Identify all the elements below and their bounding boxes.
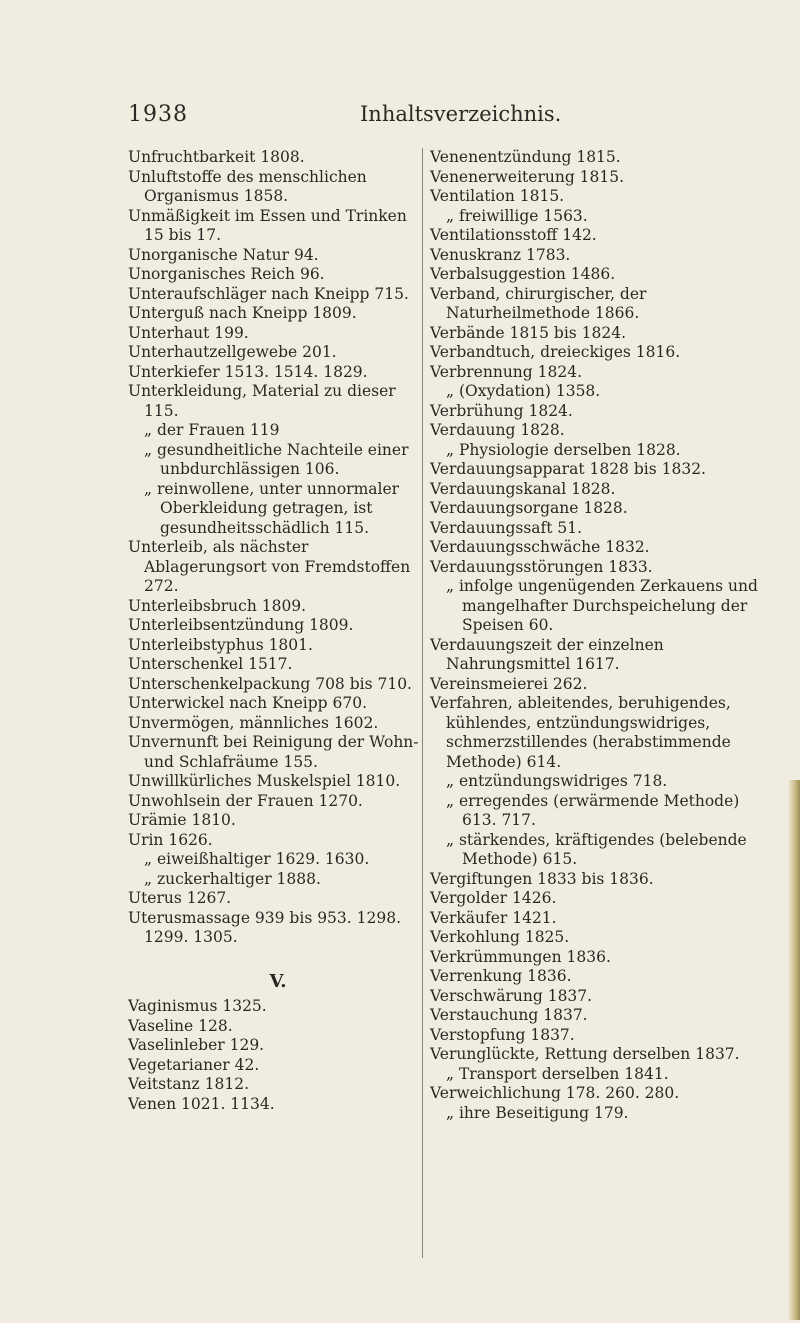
index-entry: Verunglückte, Rettung derselben 1837. [430, 1045, 740, 1063]
index-entry: Unterhautzellgewebe 201. [128, 343, 337, 361]
index-entry: Uterus 1267. [128, 889, 232, 907]
running-title: Inhaltsverzeichnis. [360, 102, 562, 126]
index-entry: Vergiftungen 1833 bis 1836. [430, 869, 654, 888]
index-entry: Verband, chirurgischer, der Naturheilmethode 1866. [430, 284, 647, 322]
index-entry: Venenerweiterung 1815. [430, 167, 625, 186]
section-letter: V. [269, 970, 287, 992]
index-entry: Unfruchtbarkeit 1808. [128, 148, 305, 166]
index-entry: Verdauungsorgane 1828. [430, 499, 628, 517]
index-subentry: „ zuckerhaltiger 1888. [144, 869, 321, 888]
index-entry: Verbrühung 1824. [430, 401, 573, 420]
index-entry: Unterschenkelpackung 708 bis 710. [128, 674, 412, 693]
index-entry: Unteraufschläger nach Kneipp 715. [128, 284, 409, 303]
entry-list-u [128, 148, 428, 948]
index-entry: Verkäufer 1421. [430, 908, 557, 927]
index-entry: Unterleib, als nächster Ablagerungsort von Fremdstoffen 272. [128, 538, 411, 595]
index-entry: Verdauungssaft 51. [430, 518, 583, 537]
index-entry: Unwillkürliches Muskelspiel 1810. [128, 772, 401, 790]
index-entry: Verdauungsapparat 1828 bis 1832. [430, 460, 706, 478]
index-subentry: „ Transport derselben 1841. [446, 1064, 669, 1083]
index-entry: Unterleibsbruch 1809. [128, 596, 307, 615]
index-entry: Unterleibstyphus 1801. [128, 635, 313, 654]
index-entry: Verdauungsstörungen 1833. [430, 557, 653, 576]
index-column-left [128, 148, 428, 1114]
column-divider [422, 148, 423, 1258]
index-entry: Vaginismus 1325. [128, 997, 267, 1015]
index-entry: Verbrennung 1824. [430, 362, 583, 381]
index-entry: Unterhaut 199. [128, 323, 249, 342]
index-subentry: „ reinwollene, unter unnormaler Oberkleidung getragen, ist gesundheitsschädlich 115. [144, 479, 400, 537]
index-entry: Verstopfung 1837. [430, 1025, 575, 1044]
index-entry: Verdauungsschwäche 1832. [430, 538, 650, 556]
index-entry: Unmäßigkeit im Essen und Trinken 15 bis 17. [128, 206, 407, 244]
index-entry: Verdauungskanal 1828. [430, 479, 616, 498]
index-entry: Verbandtuch, dreieckiges 1816. [430, 343, 681, 361]
index-entry: Unluftstoffe des menschlichen Organismus 1858. [128, 167, 367, 205]
index-column-right [430, 148, 760, 1123]
index-entry: Unterkiefer 1513. 1514. 1829. [128, 362, 368, 381]
index-entry: Verbände 1815 bis 1824. [430, 323, 627, 342]
index-subentry: „ (Oxydation) 1358. [446, 382, 601, 400]
page-number: 1938 [128, 102, 188, 127]
index-entry: Unterguß nach Kneipp 1809. [128, 304, 357, 322]
index-entry: Vereinsmeierei 262. [430, 674, 588, 693]
index-entry: Urämie 1810. [128, 811, 236, 829]
index-subentry: „ erregendes (erwärmende Methode) 613. 717. [446, 791, 740, 829]
index-subentry: „ gesundheitliche Nachteile einer unbdurchlässigen 106. [144, 440, 409, 478]
page-edge-stain [788, 780, 800, 1320]
index-subentry: „ der Frauen 119 [144, 421, 280, 439]
index-entry: Verfahren, ableitendes, beruhigendes, kühlendes, entzündungswidriges, schmerzstillendes (herabstimmende Methode) 614. [430, 694, 731, 771]
index-entry: Venuskranz 1783. [430, 245, 571, 264]
index-entry: Vegetarianer 42. [128, 1055, 260, 1074]
index-entry: Unterschenkel 1517. [128, 655, 293, 673]
index-entry: Vaselinleber 129. [128, 1036, 265, 1054]
index-subentry: „ ihre Beseitigung 179. [446, 1103, 629, 1122]
index-entry: Unwohlsein der Frauen 1270. [128, 791, 363, 810]
index-entry: Verrenkung 1836. [430, 967, 572, 985]
index-subentry: „ entzündungswidriges 718. [446, 772, 668, 790]
index-entry: Verdauung 1828. [430, 421, 565, 439]
index-subentry: „ eiweißhaltiger 1629. 1630. [144, 850, 370, 868]
index-entry: Verschwärung 1837. [430, 986, 593, 1005]
index-entry: Ventilation 1815. [430, 187, 565, 205]
index-entry: Venen 1021. 1134. [128, 1094, 275, 1113]
index-subentry: „ infolge ungenügenden Zerkauens und mangelhafter Durchspeichelung der Speisen 60. [446, 577, 758, 634]
index-entry: Unterwickel nach Kneipp 670. [128, 694, 368, 712]
index-entry: Verkrümmungen 1836. [430, 947, 611, 966]
index-entry: Veitstanz 1812. [128, 1075, 250, 1093]
index-subentry: „ freiwillige 1563. [446, 206, 588, 225]
index-entry: Verkohlung 1825. [430, 928, 570, 946]
index-entry: Unterkleidung, Material zu dieser 115. [128, 382, 396, 420]
index-entry: Unorganisches Reich 96. [128, 265, 325, 283]
index-entry: Vergolder 1426. [430, 889, 557, 907]
index-entry: Vaseline 128. [128, 1016, 233, 1035]
entry-list-v [128, 997, 428, 1114]
index-entry: Verweichlichung 178. 260. 280. [430, 1084, 680, 1102]
index-entry: Unvermögen, männliches 1602. [128, 713, 379, 732]
index-entry: Unvernunft bei Reinigung der Wohn- und Schlafräume 155. [128, 733, 419, 771]
index-entry: Unorganische Natur 94. [128, 245, 319, 264]
index-entry: Venenentzündung 1815. [430, 148, 621, 166]
index-entry: Unterleibsentzündung 1809. [128, 616, 354, 634]
index-entry: Verbalsuggestion 1486. [430, 265, 616, 283]
index-entry: Verdauungszeit der einzelnen Nahrungsmittel 1617. [430, 635, 664, 673]
index-subentry: „ stärkendes, kräftigendes (belebende Methode) 615. [446, 830, 747, 868]
index-entry: Urin 1626. [128, 830, 213, 849]
index-entry: Ventilationsstoff 142. [430, 226, 597, 244]
entry-list-v-continued [430, 148, 760, 1123]
index-entry: Verstauchung 1837. [430, 1006, 588, 1024]
index-subentry: „ Physiologie derselben 1828. [446, 440, 681, 459]
page-header [128, 92, 728, 132]
index-entry: Uterusmassage 939 bis 953. 1298. 1299. 1305. [128, 908, 402, 946]
